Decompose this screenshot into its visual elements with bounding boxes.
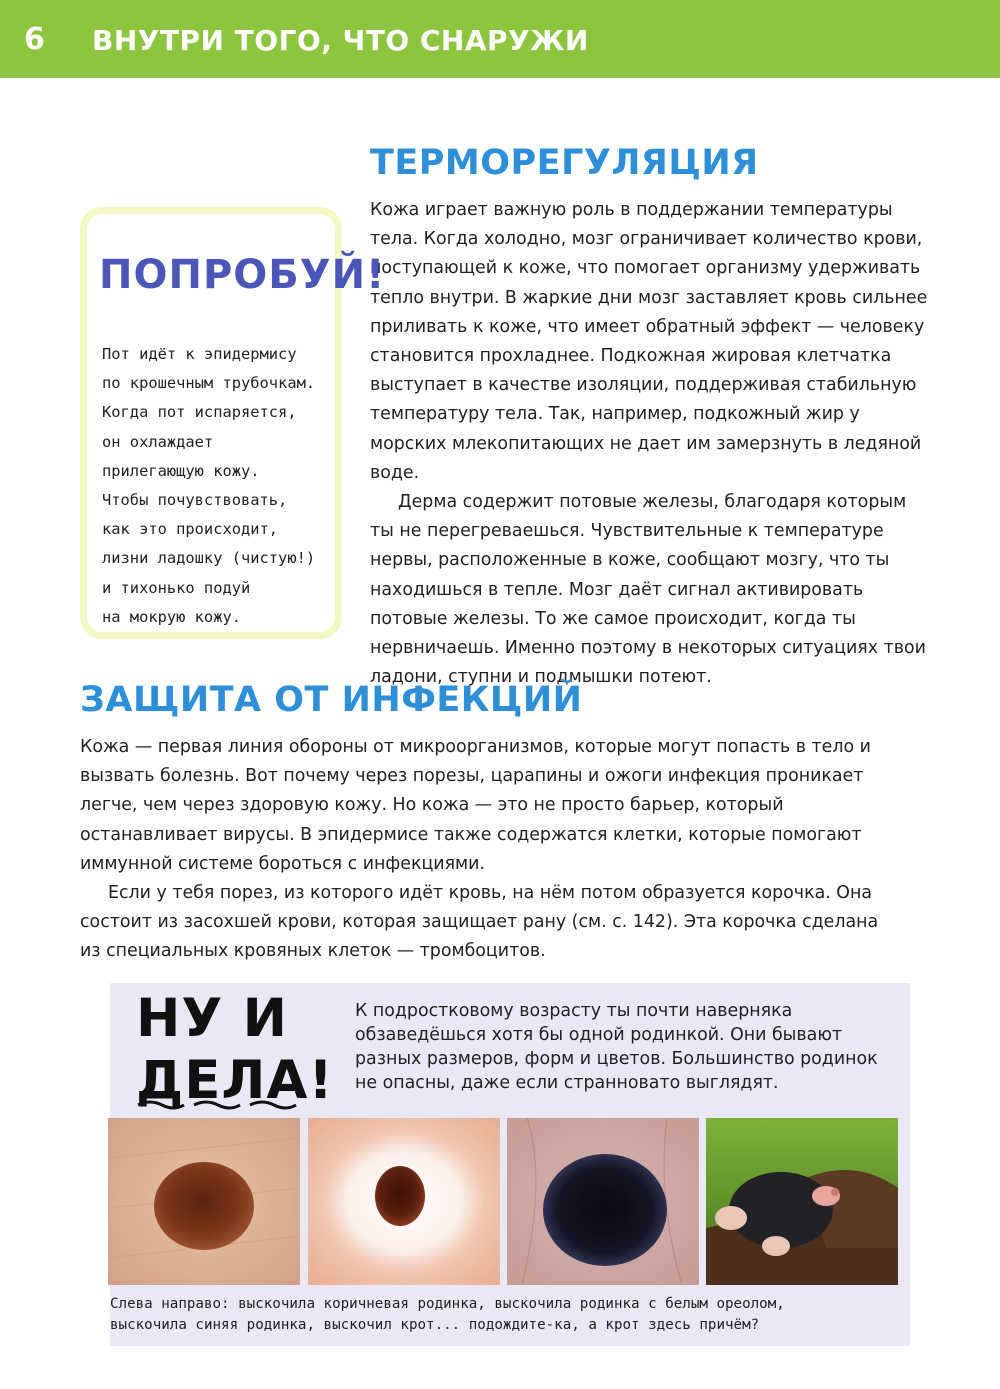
try-it-box — [80, 207, 386, 639]
try-it-line: по крошечным трубочкам. — [102, 374, 316, 393]
try-it-line: как это происходит, — [102, 520, 279, 539]
title-underline-decoration — [136, 1098, 301, 1112]
fun-fact-title-line: ДЕЛА! — [136, 1050, 334, 1111]
fun-fact-title — [136, 988, 334, 1112]
paragraph: Дерма содержит потовые железы, благодаря которым ты не перегреваешься. Чувствительные к температуре нервы, расположенные в коже, сообщают мозгу, что ты находишься в тепле. Мозг даёт сигнал активировать потовые железы. То же самое происходит, когда ты нервничаешь. Именно поэтому в некоторых ситуациях твои ладони, ступни и подмышки потеют. — [370, 492, 926, 688]
paragraph: Если у тебя порез, из которого идёт кровь, на нём потом образуется корочка. Она состоит из засохшей крови, которая защищает рану (см. с. 142). Эта корочка сделана из специальных кровяных клеток — тромбоцитов. — [80, 883, 879, 962]
section-heading-thermoregulation: ТЕРМОРЕГУЛЯЦИЯ — [370, 143, 759, 183]
photo-caption — [110, 1294, 900, 1336]
section-heading-infection: ЗАЩИТА ОТ ИНФЕКЦИЙ — [80, 680, 583, 720]
paragraph: Кожа играет важную роль в поддержании температуры тела. Когда холодно, мозг ограничивает количество крови, поступающей к коже, что помогает организму удерживать тепло внутри. В жаркие дни мозг заставляет кровь сильнее приливать к коже, что имеет обратный эффект — человеку становится прохладнее. Подкожная жировая клетчатка выступает в качестве изоляции, поддерживая стабильную температуру тела. Так, например, подкожный жир у морских млекопитающих не дает им замерзнуть в ледяной воде. — [370, 200, 928, 483]
try-it-line: он охлаждает — [102, 432, 214, 451]
page-number: 6 — [24, 22, 45, 57]
try-it-line: прилегающую кожу. — [102, 461, 260, 480]
try-it-line: на мокрую кожу. — [102, 607, 241, 626]
fun-fact-text: К подростковому возрасту ты почти наверняка обзаведёшься хотя бы одной родинкой. Они бывают разных размеров, форм и цветов. Большинство родинок не опасны, даже если странновато выглядят. — [355, 1001, 878, 1093]
caption-line: выскочила синяя родинка, выскочил крот... подождите-ка, а крот здесь причём? — [110, 1317, 760, 1333]
brown-mole-photo — [108, 1118, 300, 1285]
paragraph: Кожа — первая линия обороны от микроорганизмов, которые могут попасть в тело и вызвать болезнь. Вот почему через порезы, царапины и ожоги инфекция проникает легче, чем через здоровую кожу. Но кожа — это не просто барьер, который останавливает вирусы. В эпидермисе также содержатся клетки, которые помогают иммунной системе бороться с инфекциями. — [80, 737, 871, 874]
running-title: ВНУТРИ ТОГО, ЧТО СНАРУЖИ — [92, 24, 589, 57]
fun-fact-title-line: НУ И — [136, 988, 289, 1049]
thermoregulation-text — [370, 196, 930, 692]
caption-line: Слева направо: выскочила коричневая родинка, выскочила родинка с белым ореолом, — [110, 1296, 785, 1312]
try-it-line: и тихонько подуй — [102, 578, 251, 597]
try-it-line: Чтобы почувствовать, — [102, 491, 288, 510]
try-it-text — [102, 340, 337, 632]
try-it-title: ПОПРОБУЙ! — [99, 252, 386, 298]
halo-mole-photo — [308, 1118, 500, 1285]
mole-animal-photo — [706, 1118, 898, 1285]
infection-text — [80, 733, 900, 967]
try-it-line: Когда пот испаряется, — [102, 403, 297, 422]
try-it-line: лизни ладошку (чистую!) — [102, 549, 316, 568]
blue-mole-photo — [507, 1118, 699, 1285]
try-it-line: Пот идёт к эпидермису — [102, 345, 297, 363]
